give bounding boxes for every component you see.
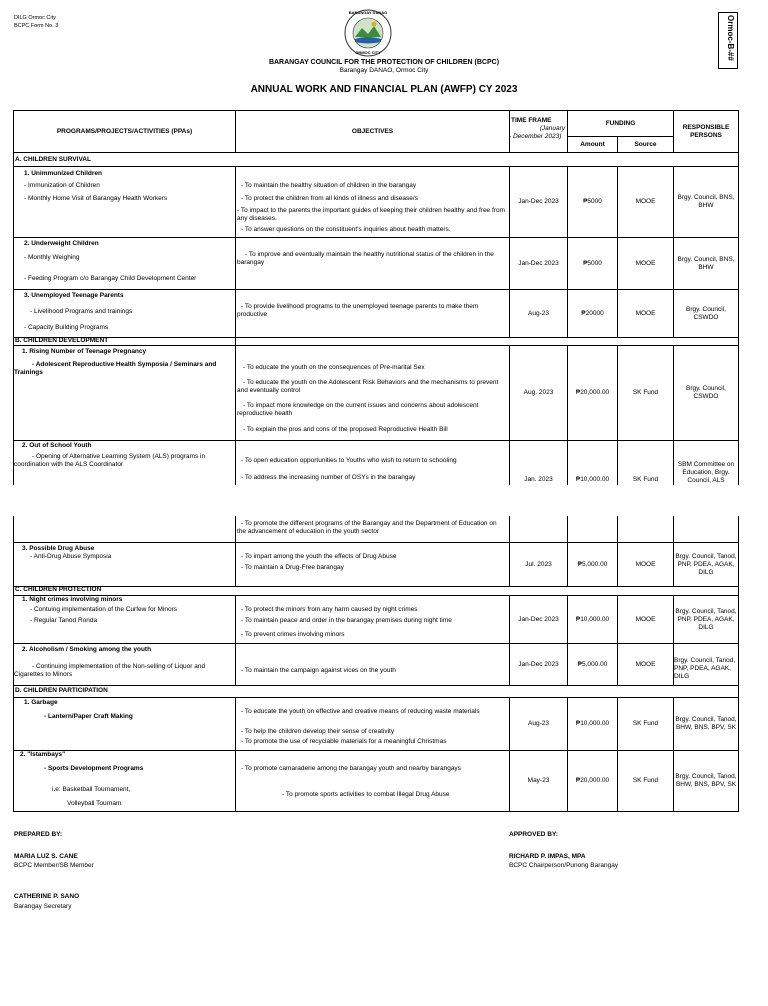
r6-obj-1: - To impart among the youth the effects of Drug Abuse [241,553,397,560]
r1-obj-3: - To impact to the parents the important guides of keeping their children healthy and free from any diseases. [237,207,505,222]
r7-ppa-1: - Contuing implementation of the Curfew for Minors [30,606,178,613]
page-title: ANNUAL WORK AND FINANCIAL PLAN (AWFP) CY 2023 [250,84,518,95]
r5-obj-2: - To address the increasing number of OSYs in the barangay [241,474,416,481]
r10-ppa-1: - Sports Development Programs [44,765,144,772]
r1-resp: Brgy. Council, BNS, BHW [677,194,735,209]
r6-time: Jul. 2023 [525,560,552,568]
r2-ppa-2: - Feeding Program c/o Barangay Child Development Center [24,275,197,282]
r9-obj-2: - To help the children develop their sense of creativity [241,728,395,735]
r6-resp: Brgy. Council, Tanod, PNP, PDEA, AGAK, DILG [675,552,737,576]
r10-source: SK Fund [632,777,659,784]
r7-obj-2: - To maintain peace and order in the barangay premises during night time [241,617,452,624]
r4-amount: ₱20,000.00 [575,389,610,396]
r5-ppa-1: - Opening of Alternative Learning System (ALS) programs in coordination with the ALS Coordinator [14,453,206,468]
r2-source: MOOE [635,259,656,267]
r3-amount: ₱20000 [581,309,604,317]
col-header-amount: Amount [580,140,605,148]
r3-obj-1: - To provide livelihood programs to the unemployed teenage parents to make them productive [237,303,479,318]
r1-ppa-1: - Immunization of Children [24,182,100,189]
r7-resp: Brgy. Council, Tanod, PNP, PDEA, AGAK, DILG [675,607,737,631]
approved-name: RICHARD P. IMPAS, MPA [509,853,586,860]
r10-head: 2. "Istambays" [20,751,66,758]
r8-time: Jan-Dec 2023 [518,660,559,668]
r10-time: May-23 [527,777,550,784]
r8-ppa-1: - Continuing implementation of the Non-selling of Liquor and Cigarettes to Minors [14,663,206,678]
r2-amount: ₱5000 [583,259,602,267]
barangay-name: Barangay DANAO, Ormoc City [339,67,429,74]
r3-ppa-1: - Livelihood Programs and trainings [30,308,133,315]
r6-amount: ₱5,000.00 [577,560,608,568]
r7-source: MOOE [635,615,656,623]
r10-amount: ₱20,000.00 [575,777,610,784]
r4-time: Aug. 2023 [523,389,554,396]
r9-ppa-1: - Lantern/Paper Craft Making [44,713,133,720]
side-tab-label: Ormoc-B-## [726,15,735,61]
r4-obj-4: - To explain the pros and cons of the proposed Reproductive Health Bill [243,426,448,433]
r3-source: MOOE [635,309,656,317]
r9-obj-3: - To promote the use of recyclable materials for a meaningful Christmas [241,738,447,745]
r7-obj-1: - To protect the minors from any harm caused by night crimes [241,606,418,613]
r10-obj-2: - To promote sports activities to combat Illegal Drug Abuse [282,791,450,798]
col-header-timeframe-sub1: (January [539,125,565,132]
approved-label: APPROVED BY: [509,831,558,838]
section-b-title: B. CHILDREN DEVELOPMENT [15,337,109,344]
approved-role: BCPC Chairperson/Punong Barangay [509,862,619,869]
barangay-seal [344,9,392,57]
r5-obj-3: - To promote the different programs of the Barangay and the Department of Education on the advancement of education in the youth sector [237,520,497,535]
secretary-name: CATHERINE P. SANO [14,893,80,900]
prepared-role: BCPC Member/SB Member [14,862,94,869]
r7-head: 1. Night crimes involving minors [22,596,123,603]
r4-source: SK Fund [632,389,659,396]
r9-amount: ₱10,000.00 [575,720,610,727]
council-name: BARANGAY COUNCIL FOR THE PROTECTION OF CHILDREN (BCPC) [268,59,500,66]
r1-obj-2: - To protect the children from all kinds of illness and disease/s [241,195,418,202]
r8-head: 2. Alcoholism / Smoking among the youth [22,646,152,653]
r5-amount: ₱10,000.00 [575,476,610,483]
r6-obj-2: - To maintain a Drug-Free barangay [241,564,344,571]
r9-obj-1: - To educate the youth on effective and creative means of reducing waste materials [241,708,480,715]
col-header-source: Source [634,140,657,148]
prepared-label: PREPARED BY: [14,831,63,838]
r9-source: SK Fund [632,720,659,727]
r5-resp: SBM Committee on Education, Brgy. Council, ALS [677,461,735,484]
r1-time: Jan-Dec 2023 [518,198,559,205]
r2-head: 2. Underweight Children [24,240,99,247]
corner-line-1: DILG Ormoc City [14,15,56,21]
col-header-funding: FUNDING [605,119,636,127]
r1-obj-1: - To maintain the healthy situation of children in the barangay [241,182,417,189]
r10-ppa-3: Volleyball Tournam [67,800,122,807]
r4-head: 1. Rising Number of Teenage Pregnancy [22,348,147,355]
r5-obj-1: - To open education opportunities to Youths who wish to return to schooling [241,457,457,464]
r6-ppa-1: - Anti-Drug Abuse Symposia [30,553,112,560]
r6-source: MOOE [635,560,656,568]
col-header-timeframe-sub2: - December 2023) [509,133,562,140]
col-header-ppas: PROGRAMS/PROJECTS/ACTIVITIES (PPAs) [56,127,193,135]
r5-time: Jan. 2023 [524,476,553,483]
r2-resp: Brgy. Council, BNS, BHW [677,255,735,271]
section-a-title: A. CHILDREN SURVIVAL [15,156,91,163]
r8-amount: ₱5,000.00 [577,660,608,668]
r2-time: Jan-Dec 2023 [518,259,559,267]
r8-source: MOOE [635,660,656,668]
r1-ppa-2: - Monthly Home Visit of Barangay Health Workers [24,195,168,202]
r10-obj-1: - To promote camaraderie among the barangay youth and nearby barangays [241,765,461,772]
seal-text-bottom: ORMOC CITY [355,50,381,55]
prepared-name: MARIA LUZ S. CANE [14,853,78,860]
r1-head: 1. Unimmunized Children [24,170,103,177]
r8-resp: Brgy. Council, Tanod, PNP, PDEA, AGAK, DILG [674,657,736,680]
col-header-timeframe: TIME FRAME [511,117,552,124]
r5-source: SK Fund [632,476,659,483]
r3-resp: Brgy. Council, CSWDO [686,305,726,321]
r9-head: 1. Garbage [24,699,58,706]
r4-ppa-1: - Adolescent Reproductive Health Symposia / Seminars and Trainings [14,361,217,376]
r10-resp: Brgy. Council, Tanod, BHW, BNS, BPV, SK [675,773,737,788]
r9-resp: Brgy. Council, Tanod, BHW, BNS, BPV, SK [675,716,737,731]
r1-obj-4: - To answer questions on the constituent's inquiries about health matters. [241,226,451,233]
col-header-responsible: RESPONSIBLE PERSONS [682,123,730,139]
r7-obj-3: - To prevent crimes involving minors [241,631,345,638]
r10-ppa-2: i.e: Basketball Tournament, [52,786,131,793]
r4-resp: Brgy. Council, CSWDO [686,385,726,400]
r9-time: Aug-23 [528,720,549,727]
r4-obj-2: - To educate the youth on the Adolescent Risk Behaviors and the mechanisms to prevent and eventually control [237,379,499,394]
corner-line-2: BCPC Form No. 3 [14,23,59,29]
section-c-title: C. CHILDREN PROTECTION [15,586,102,593]
r3-ppa-2: - Capacity Building Programs [24,324,109,331]
r5-head: 2. Out of School Youth [22,442,92,449]
r8-obj-1: - To maintain the campaign against vices on the youth [241,667,396,674]
r7-time: Jan-Dec 2023 [518,615,559,623]
r7-ppa-2: - Regular Tanod Ronda [30,617,98,624]
r3-time: Aug-23 [528,309,549,317]
r6-head: 3. Possible Drug Abuse [22,545,95,552]
r1-source: MOOE [635,198,656,205]
r3-head: 3. Unemployed Teenage Parents [24,292,124,299]
col-header-objectives: OBJECTIVES [351,127,394,135]
r4-obj-3: - To impact more knowledge on the current issues and concerns about adolescent reproductive health [237,402,479,417]
r2-obj-1: - To improve and eventually maintain the healthy nutritional status of the children in the barangay [237,251,494,266]
r2-ppa-1: - Monthly Weighing [24,254,80,261]
r4-obj-1: - To educate the youth on the consequences of Pre-marital Sex [243,364,425,371]
seal-text-top: BARANGAY DANAO [348,10,388,15]
r1-amount: ₱5000 [583,198,602,205]
section-d-title: D. CHILDREN PARTICIPATION [15,687,108,694]
r7-amount: ₱10,000.00 [575,615,610,623]
secretary-role: Barangay Secretary [14,903,72,910]
